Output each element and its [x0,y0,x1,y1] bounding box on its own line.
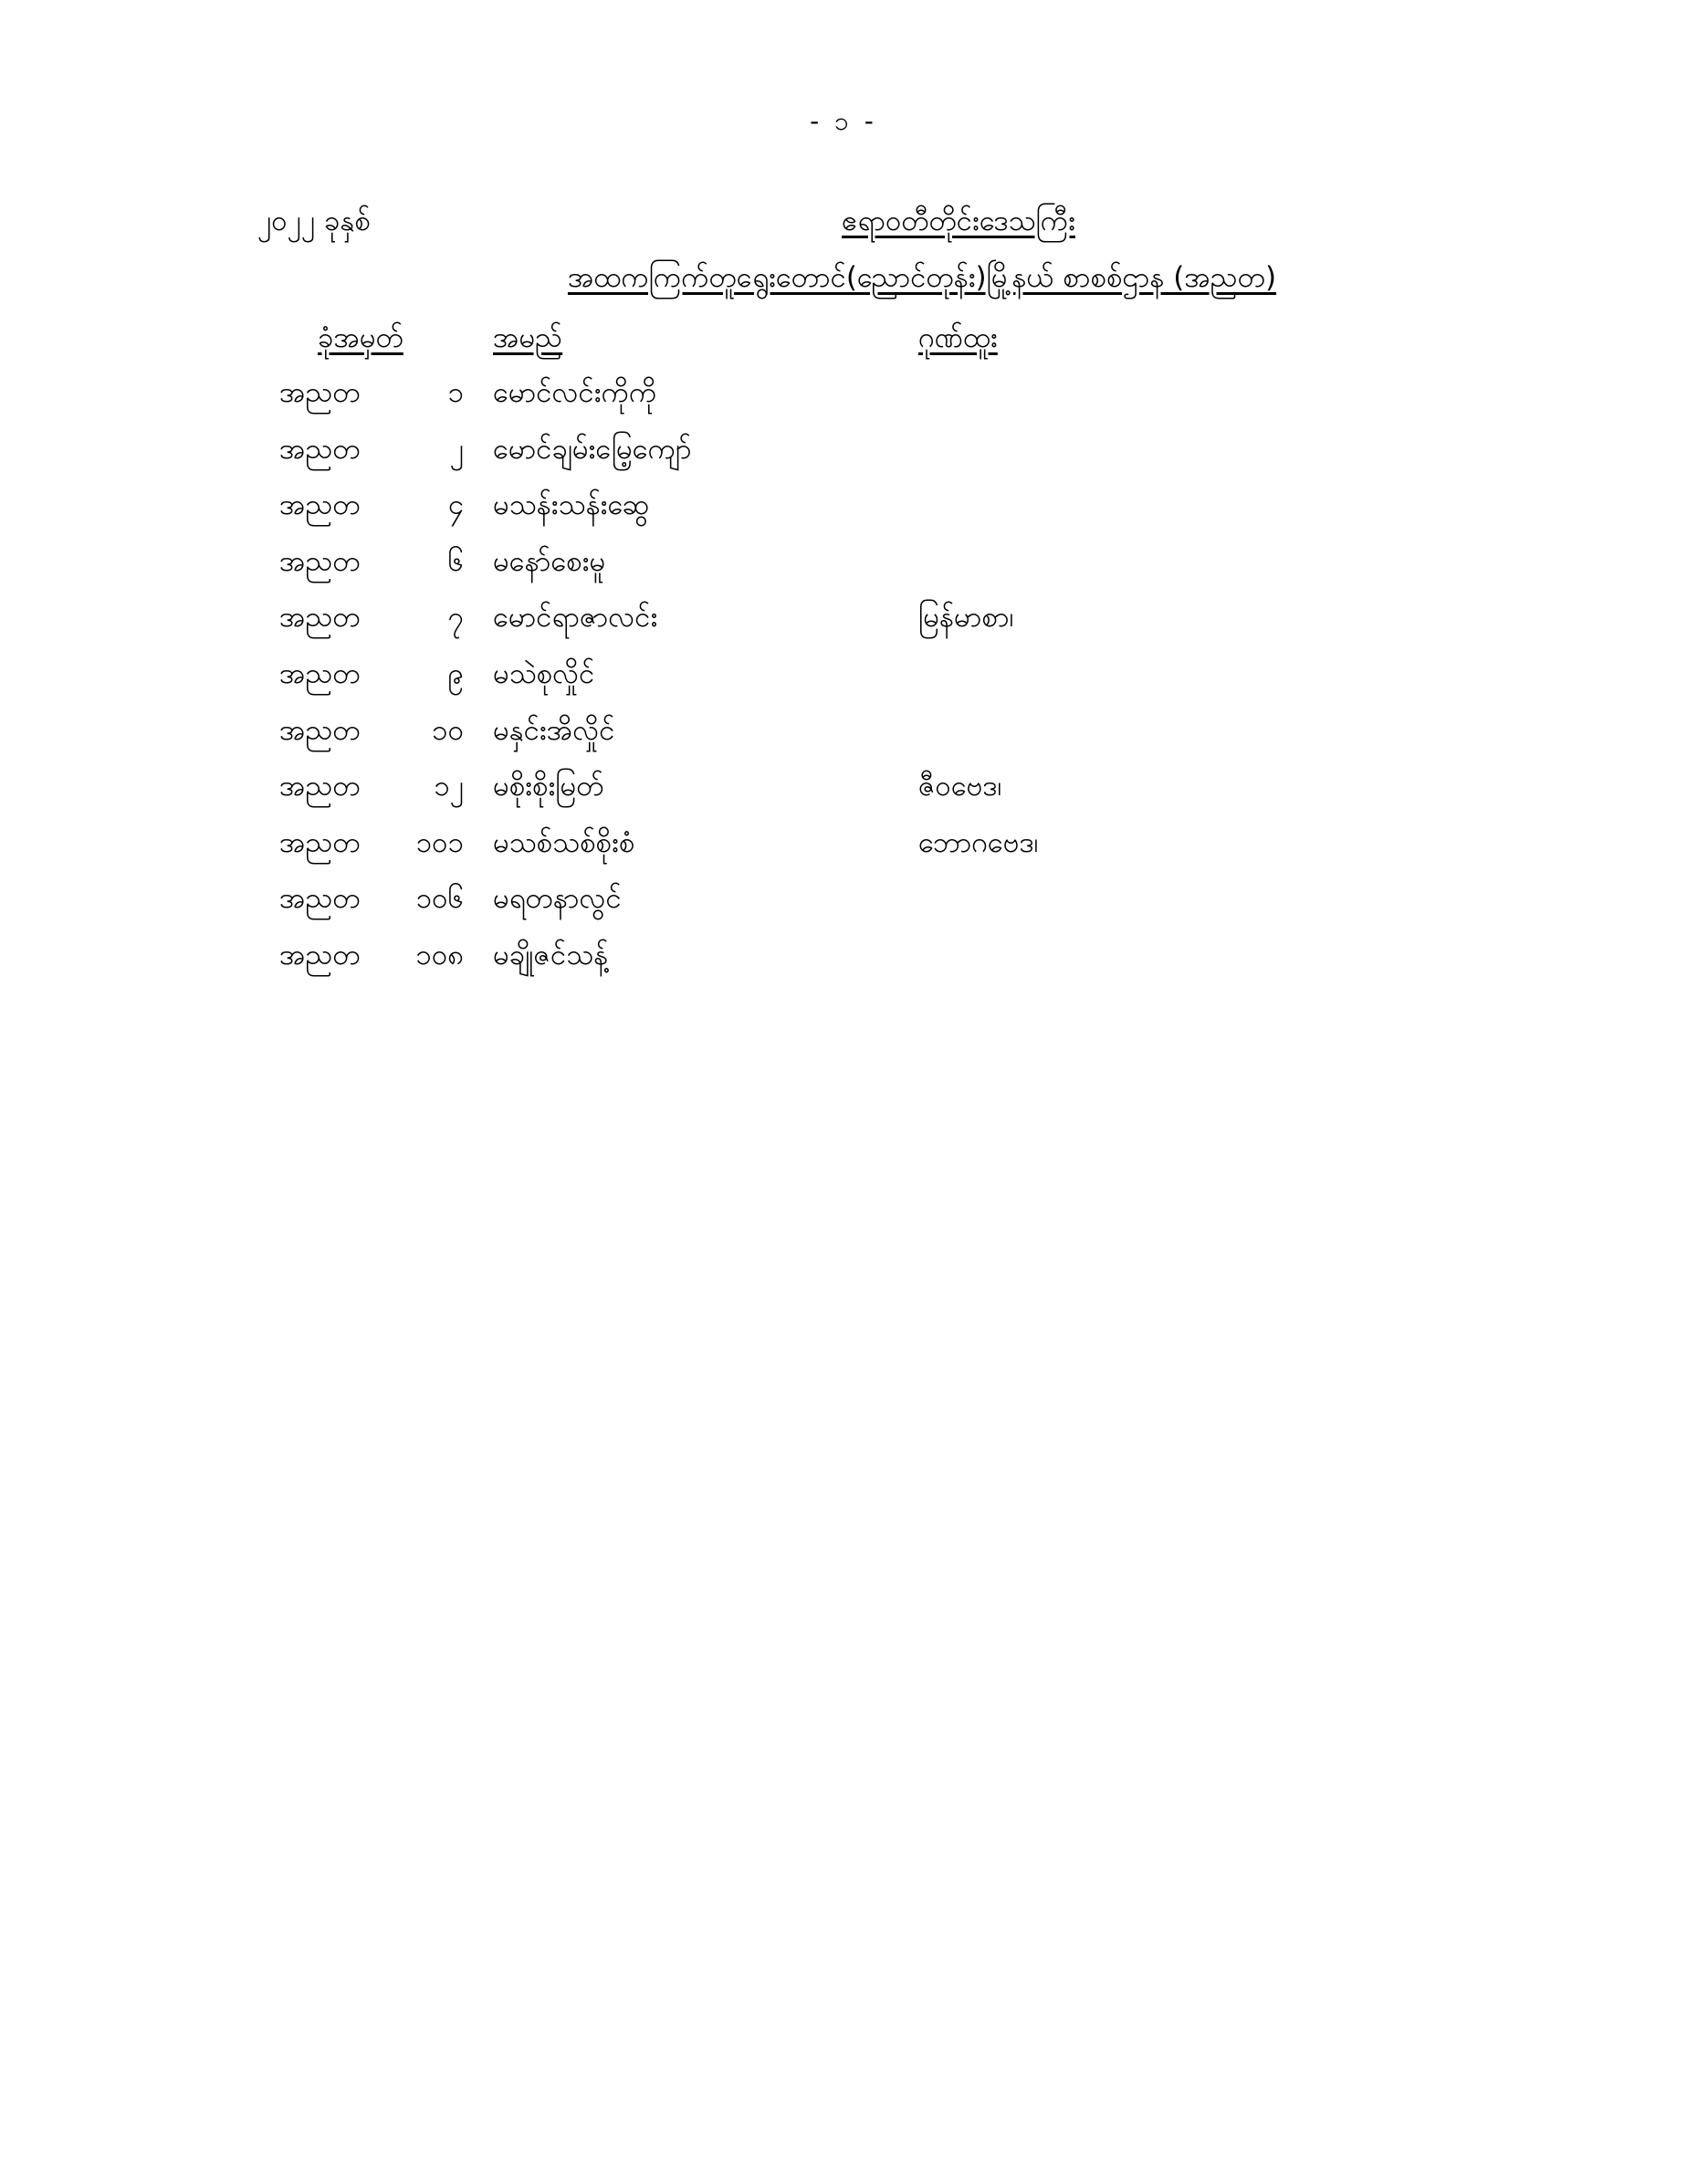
student-name: မောင်ချမ်းမြေ့ကျော် [493,432,692,466]
roll-prefix: အညတ [279,882,361,916]
roll-number: ၁၀၈ [415,938,464,971]
student-name: မသစ်သစ်စိုးစံ [493,825,635,859]
exam-centre-title: အထကကြက်တူရွေးတောင်(ညောင်တုန်း)မြို့နယ် စာစစ်ဌာန (အညတ) [567,261,1277,294]
student-name: မနော်စေးမူ [493,544,606,578]
roll-prefix: အညတ [279,938,361,971]
result-row [0,431,1687,488]
column-header-roll-number: ခုံအမှတ် [318,321,403,354]
roll-prefix: အညတ [279,376,361,409]
result-row [0,768,1687,824]
roll-number: ၁၀၆ [415,882,464,916]
student-name: မစိုးစိုးမြတ် [493,770,604,803]
column-header-distinction: ဂုဏ်ထူး [918,321,998,354]
student-name: မောင်လင်းကိုကို [493,376,657,409]
roll-prefix: အညတ [279,601,361,635]
result-row [0,880,1687,937]
result-row [0,824,1687,881]
roll-number: ၁၀ [432,713,464,747]
page-number: - ၁ - [810,106,877,136]
distinction-subjects: ဘောဂဗေဒ၊ [918,825,1039,859]
distinction-subjects: ဇီဝဗေဒ၊ [918,770,1002,803]
result-row [0,599,1687,656]
result-row [0,487,1687,543]
roll-prefix: အညတ [279,770,361,803]
result-row [0,656,1687,712]
roll-number: ၁ [447,376,464,409]
roll-number: ၄ [447,488,464,522]
student-name: မရတနာလွင် [493,882,622,916]
roll-number: ၁၂ [434,770,464,803]
student-name: မချိုဇင်သန့် [493,938,609,971]
distinction-subjects: မြန်မာစာ၊ [918,601,1014,635]
student-name: မောင်ရာဇာလင်း [493,601,658,635]
roll-number: ၆ [447,544,464,578]
result-row [0,712,1687,769]
student-name: မသန်းသန်းဆွေ [493,488,650,522]
results-list [0,374,1687,993]
roll-prefix: အညတ [279,432,361,466]
result-row [0,937,1687,993]
roll-number: ၇ [447,601,464,635]
result-row [0,374,1687,431]
region-title: ဧရာဝတီတိုင်းဒေသကြီး [842,205,1075,237]
student-name: မနှင်းအိလှိုင် [493,713,615,747]
exam-year: ၂၀၂၂ ခုနှစ် [257,205,371,237]
result-row [0,543,1687,600]
roll-number: ၉ [447,656,464,690]
roll-prefix: အညတ [279,544,361,578]
roll-prefix: အညတ [279,656,361,690]
roll-number: ၁၀၁ [415,825,464,859]
roll-prefix: အညတ [279,825,361,859]
student-name: မသဲစုလှိုင် [493,656,595,690]
roll-prefix: အညတ [279,713,361,747]
column-header-name: အမည် [493,321,563,354]
roll-prefix: အညတ [279,488,361,522]
roll-number: ၂ [449,432,464,466]
